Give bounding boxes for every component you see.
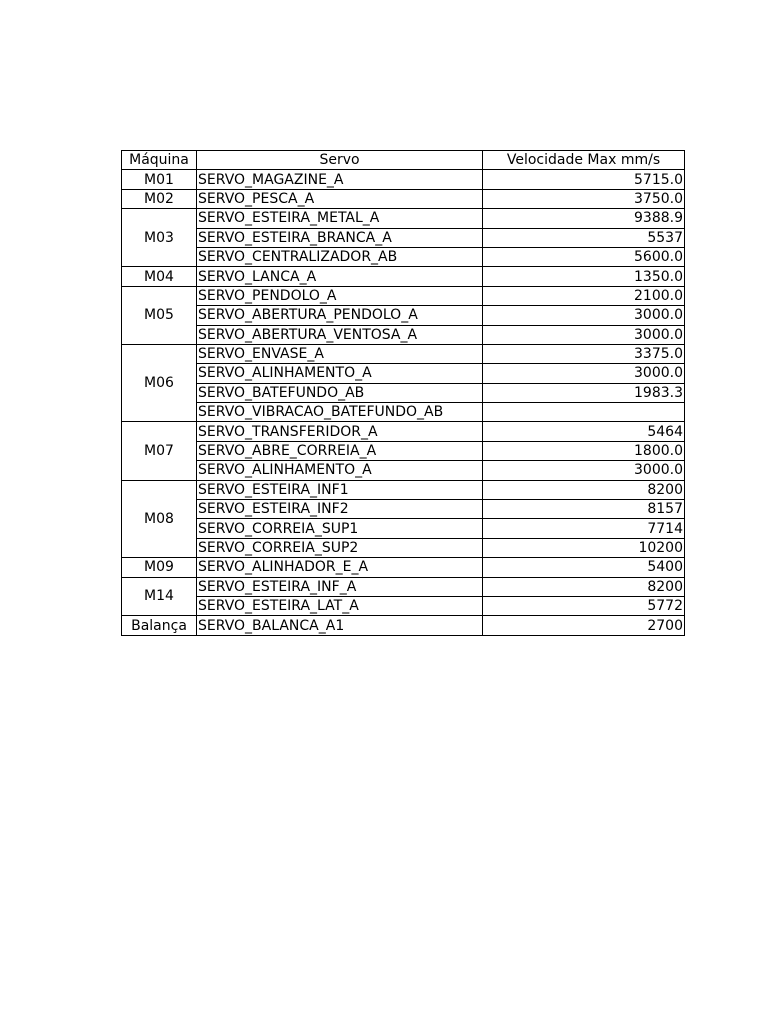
velocidade-cell: 3000.0 (483, 364, 685, 383)
table-header (122, 151, 685, 170)
servo-cell: SERVO_PENDOLO_A (197, 286, 483, 305)
servo-cell: SERVO_ALINHADOR_E_A (197, 558, 483, 577)
header-velocidade: Velocidade Max mm/s (483, 151, 685, 170)
maquina-cell: M03 (122, 209, 197, 267)
table-row (122, 170, 685, 189)
maquina-cell: M04 (122, 267, 197, 286)
maquina-cell: M02 (122, 189, 197, 208)
servo-cell: SERVO_CENTRALIZADOR_AB (197, 247, 483, 266)
table-row (122, 228, 685, 247)
maquina-cell: M14 (122, 577, 197, 616)
table-row (122, 247, 685, 266)
servo-cell: SERVO_LANCA_A (197, 267, 483, 286)
servo-cell: SERVO_ABERTURA_VENTOSA_A (197, 325, 483, 344)
servo-cell: SERVO_ESTEIRA_INF2 (197, 500, 483, 519)
table-row (122, 189, 685, 208)
servo-speed-table (121, 150, 685, 636)
velocidade-cell: 1800.0 (483, 441, 685, 460)
velocidade-cell: 5400 (483, 558, 685, 577)
velocidade-cell: 5715.0 (483, 170, 685, 189)
velocidade-cell: 5772 (483, 596, 685, 615)
table-row (122, 344, 685, 363)
servo-cell: SERVO_ESTEIRA_INF_A (197, 577, 483, 596)
servo-cell: SERVO_ESTEIRA_BRANCA_A (197, 228, 483, 247)
servo-cell: SERVO_BALANCA_A1 (197, 616, 483, 635)
velocidade-cell: 8200 (483, 480, 685, 499)
table-row (122, 500, 685, 519)
header-maquina: Máquina (122, 151, 197, 170)
servo-cell: SERVO_ESTEIRA_INF1 (197, 480, 483, 499)
table-row (122, 596, 685, 615)
table-row (122, 209, 685, 228)
table-row (122, 519, 685, 538)
servo-cell: SERVO_ALINHAMENTO_A (197, 461, 483, 480)
header-row (122, 151, 685, 170)
table-row (122, 403, 685, 422)
maquina-cell: M01 (122, 170, 197, 189)
servo-cell: SERVO_MAGAZINE_A (197, 170, 483, 189)
table-row (122, 383, 685, 402)
velocidade-cell: 10200 (483, 538, 685, 557)
velocidade-cell: 1983.3 (483, 383, 685, 402)
velocidade-cell (483, 403, 685, 422)
maquina-cell: M06 (122, 344, 197, 422)
table-row (122, 558, 685, 577)
servo-cell: SERVO_CORREIA_SUP2 (197, 538, 483, 557)
header-servo: Servo (197, 151, 483, 170)
velocidade-cell: 3750.0 (483, 189, 685, 208)
table-row (122, 616, 685, 635)
table-row (122, 480, 685, 499)
velocidade-cell: 5600.0 (483, 247, 685, 266)
table-row (122, 422, 685, 441)
velocidade-cell: 3000.0 (483, 306, 685, 325)
servo-cell: SERVO_ABERTURA_PENDOLO_A (197, 306, 483, 325)
servo-cell: SERVO_ALINHAMENTO_A (197, 364, 483, 383)
maquina-cell: M09 (122, 558, 197, 577)
velocidade-cell: 3375.0 (483, 344, 685, 363)
servo-cell: SERVO_ESTEIRA_METAL_A (197, 209, 483, 228)
servo-cell: SERVO_VIBRACAO_BATEFUNDO_AB (197, 403, 483, 422)
velocidade-cell: 9388.9 (483, 209, 685, 228)
servo-cell: SERVO_CORREIA_SUP1 (197, 519, 483, 538)
table-row (122, 538, 685, 557)
table-row (122, 441, 685, 460)
velocidade-cell: 3000.0 (483, 325, 685, 344)
velocidade-cell: 7714 (483, 519, 685, 538)
servo-cell: SERVO_ENVASE_A (197, 344, 483, 363)
servo-cell: SERVO_TRANSFERIDOR_A (197, 422, 483, 441)
maquina-cell: Balança (122, 616, 197, 635)
servo-cell: SERVO_BATEFUNDO_AB (197, 383, 483, 402)
table-row (122, 364, 685, 383)
maquina-cell: M05 (122, 286, 197, 344)
table-row (122, 461, 685, 480)
velocidade-cell: 2700 (483, 616, 685, 635)
table-body (122, 170, 685, 635)
servo-cell: SERVO_ESTEIRA_LAT_A (197, 596, 483, 615)
maquina-cell: M07 (122, 422, 197, 480)
velocidade-cell: 8200 (483, 577, 685, 596)
table-row (122, 306, 685, 325)
velocidade-cell: 2100.0 (483, 286, 685, 305)
velocidade-cell: 8157 (483, 500, 685, 519)
velocidade-cell: 5464 (483, 422, 685, 441)
velocidade-cell: 3000.0 (483, 461, 685, 480)
velocidade-cell: 5537 (483, 228, 685, 247)
servo-cell: SERVO_PESCA_A (197, 189, 483, 208)
table-row (122, 325, 685, 344)
table-row (122, 267, 685, 286)
table-row (122, 577, 685, 596)
velocidade-cell: 1350.0 (483, 267, 685, 286)
maquina-cell: M08 (122, 480, 197, 558)
servo-cell: SERVO_ABRE_CORREIA_A (197, 441, 483, 460)
table-row (122, 286, 685, 305)
